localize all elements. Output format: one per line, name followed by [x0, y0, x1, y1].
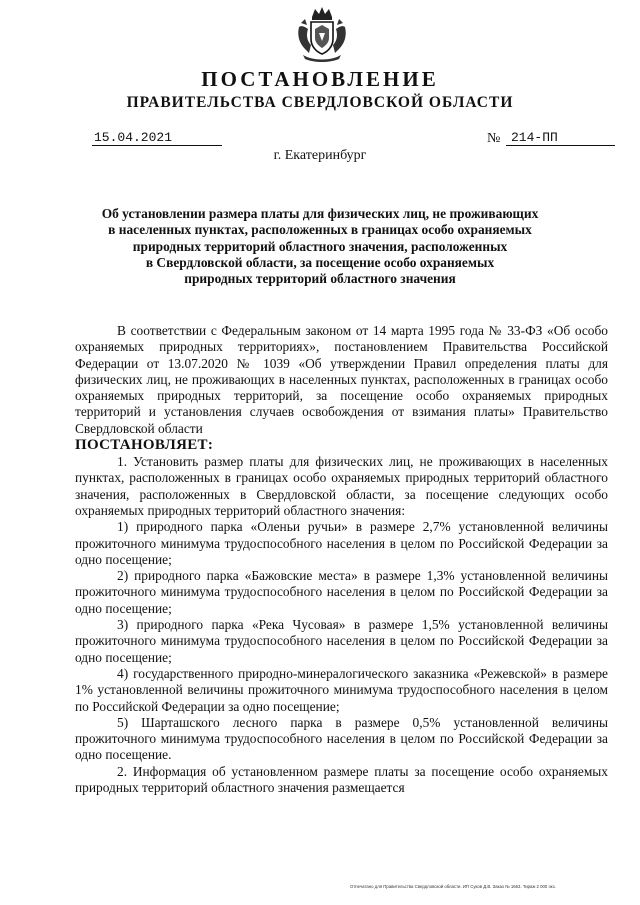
number-label: № [487, 131, 501, 146]
subitem-2-paragraph: 2) природного парка «Бажовские места» в размере 1,3% установленной величины прожиточного минимума трудоспособного населения в целом по Российской Федерации за одно посещение; [75, 568, 608, 616]
subject-line: в Свердловской области, за посещение особо охраняемых [145, 254, 495, 270]
print-footer: Отпечатано для Правительства Свердловской области. ИП Суков Д.В. Заказ № 1663. Тираж 2 000 экз. [350, 884, 556, 889]
document-title: ПОСТАНОВЛЕНИЕ [201, 67, 439, 91]
item-2-paragraph: 2. Информация об установленном размере платы за посещение особо охраняемых природных территорий областного значения размещается [75, 763, 608, 796]
subject-line: природных территорий областного значения [184, 271, 456, 287]
subject-line: в населенных пунктах, расположенных в границах особо охраняемых [108, 222, 532, 238]
document-date: 15.04.2021 [92, 130, 222, 146]
subject-line: Об установлении размера платы для физических лиц, не проживающих [101, 206, 539, 221]
document-subject [80, 206, 560, 287]
item-1-paragraph: 1. Установить размер платы для физических лиц, не проживающих в населенных пунктах, расположенных в границах особо охраняемых природных территорий областного значения, расположенных в Свердловской области, за посещение следующих особо охраняемых природных территорий областного значения: [75, 454, 608, 518]
subject-line: природных территорий областного значения, расположенных [132, 238, 508, 254]
coat-of-arms-icon [295, 5, 349, 63]
preamble-paragraph: В соответствии с Федеральным законом от 14 марта 1995 года № 33-ФЗ «Об особо охраняемых природных территориях», постановлением Правительства Российской Федерации от 13.07.2020 № 1039 «Об утверждении Правил определения платы для физических лиц, не проживающих в населенных пунктах, расположенных в границах особо охраняемых природных территорий, за посещение особо охраняемых природных территорий и установления случаев освобождения от взимания платы» Правительство Свердловской области [75, 323, 608, 436]
resolves-heading: ПОСТАНОВЛЯЕТ: [75, 437, 214, 454]
subitem-4-paragraph: 4) государственного природно-минералогического заказника «Режевской» в размере 1% установленной величины прожиточного минимума трудоспособного населения в целом по Российской Федерации за одно посещение; [75, 665, 608, 714]
city: г. Екатеринбург [273, 148, 367, 163]
issuer-title: ПРАВИТЕЛЬСТВА СВЕРДЛОВСКОЙ ОБЛАСТИ [126, 94, 514, 111]
subitem-5-paragraph: 5) Шарташского лесного парка в размере 0,5% установленной величины прожиточного минимума трудоспособного населения в целом по Российской Федерации за одно посещение. [75, 714, 608, 763]
document-body [75, 323, 608, 796]
subitem-1-paragraph: 1) природного парка «Оленьи ручьи» в размере 2,7% установленной величины прожиточного минимума трудоспособного населения в целом по Российской Федерации за одно посещение; [75, 519, 608, 567]
document-number: 214-ПП [506, 130, 615, 146]
subitem-3-paragraph: 3) природного парка «Река Чусовая» в размере 1,5% установленной величины прожиточного минимума трудоспособного населения в целом по Российской Федерации за одно посещение; [75, 617, 608, 665]
